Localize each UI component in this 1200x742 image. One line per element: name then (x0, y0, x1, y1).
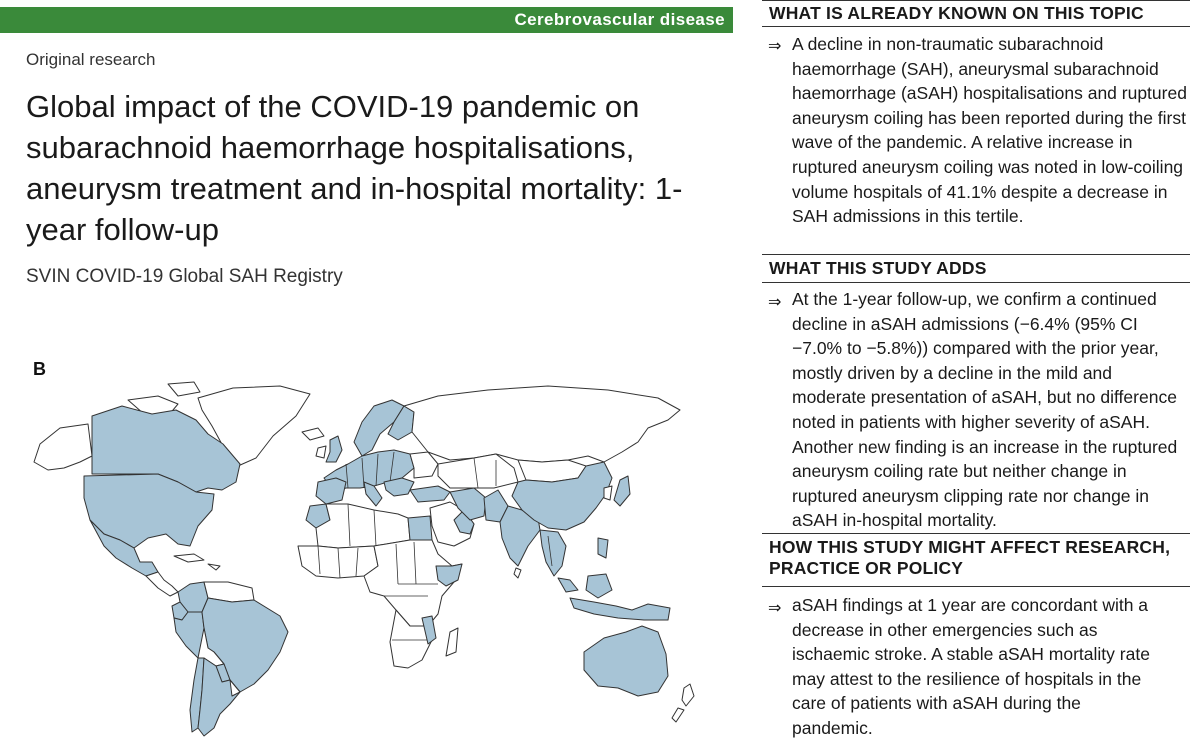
summary-top-rule (762, 0, 1190, 1)
map-australia (584, 626, 668, 696)
map-new-zealand (672, 684, 694, 722)
map-southeast-asia (540, 530, 566, 576)
map-alaska (34, 424, 92, 470)
map-ukraine (410, 452, 438, 478)
map-balkans (384, 478, 414, 496)
map-iceland (302, 428, 324, 440)
section-top-rule-adds (762, 254, 1190, 255)
map-turkey (410, 486, 450, 502)
article-title: Global impact of the COVID-19 pandemic on subarachnoid haemorrhage hospitalisations, aneurysm treatment and in-hospital mortality: 1-year follow-up (26, 89, 683, 247)
map-sri-lanka (514, 568, 521, 578)
map-uk (326, 436, 342, 462)
section-body-adds: At the 1-year follow-up, we confirm a continued decline in aSAH admissions (−6.4% (95% CI −7.0% to −5.8%)) compared with the prior year, mostly driven by a decline in the mild and moderate presentation of aSAH, but no difference noted in patients with higher severity of aSAH. Another new finding is an increase in the ruptured aneurysm coiling rate but neither change in ruptured aneurysm clipping rate nor change in aSAH in-hospital mortality. (792, 289, 1178, 531)
map-central-america (146, 572, 178, 596)
map-egypt (408, 516, 432, 540)
map-caribbean (174, 554, 220, 570)
map-italy (364, 482, 382, 506)
section-banner: Cerebrovascular disease (0, 7, 733, 33)
map-iberia (316, 478, 346, 504)
map-ireland (316, 446, 326, 458)
figure-panel-label: B (33, 359, 46, 379)
map-north-africa (316, 504, 410, 548)
map-russia (404, 386, 680, 462)
map-japan (614, 476, 630, 506)
map-philippines (598, 538, 608, 558)
article-authors: SVIN COVID-19 Global SAH Registry (26, 266, 343, 287)
section-heading-affect: HOW THIS STUDY MIGHT AFFECT RESEARCH, PRACTICE OR POLICY (769, 537, 1171, 578)
article-type: Original research (26, 50, 156, 69)
map-korea (604, 486, 612, 500)
section-rule-known (762, 26, 1190, 27)
map-malaysia (558, 578, 578, 592)
section-body-affect: aSAH findings at 1 year are concordant with a decrease in other emergencies such as ischaemic stroke. A stable aSAH mortality rate may attest to the resilience of hospitals in the care of patients with aSAH during the pandemic. (792, 595, 1150, 738)
section-body-known: A decline in non-traumatic subarachnoid haemorrhage (SAH), aneurysmal subarachnoid haemorrhage (aSAH) hospitalisations and ruptured aneurysm coiling has been reported during the first wave of the pandemic. A relative increase in ruptured aneurysm coiling was noted in low-coiling volume hospitals of 41.1% despite a decrease in SAH admissions in this tertile. (792, 34, 1187, 227)
section-rule-affect (762, 586, 1190, 587)
world-map (18, 370, 708, 742)
section-top-rule-affect (762, 533, 1190, 534)
section-heading-adds: WHAT THIS STUDY ADDS (769, 258, 987, 278)
arrow-icon: ⇒ (768, 38, 782, 55)
arrow-icon: ⇒ (768, 294, 782, 311)
map-madagascar (446, 628, 458, 656)
summary-box (762, 0, 1200, 742)
arrow-icon: ⇒ (768, 600, 782, 617)
section-rule-adds (762, 282, 1190, 283)
section-heading-known: WHAT IS ALREADY KNOWN ON THIS TOPIC (769, 3, 1144, 23)
map-indonesia (570, 598, 670, 620)
map-borneo (586, 574, 612, 598)
